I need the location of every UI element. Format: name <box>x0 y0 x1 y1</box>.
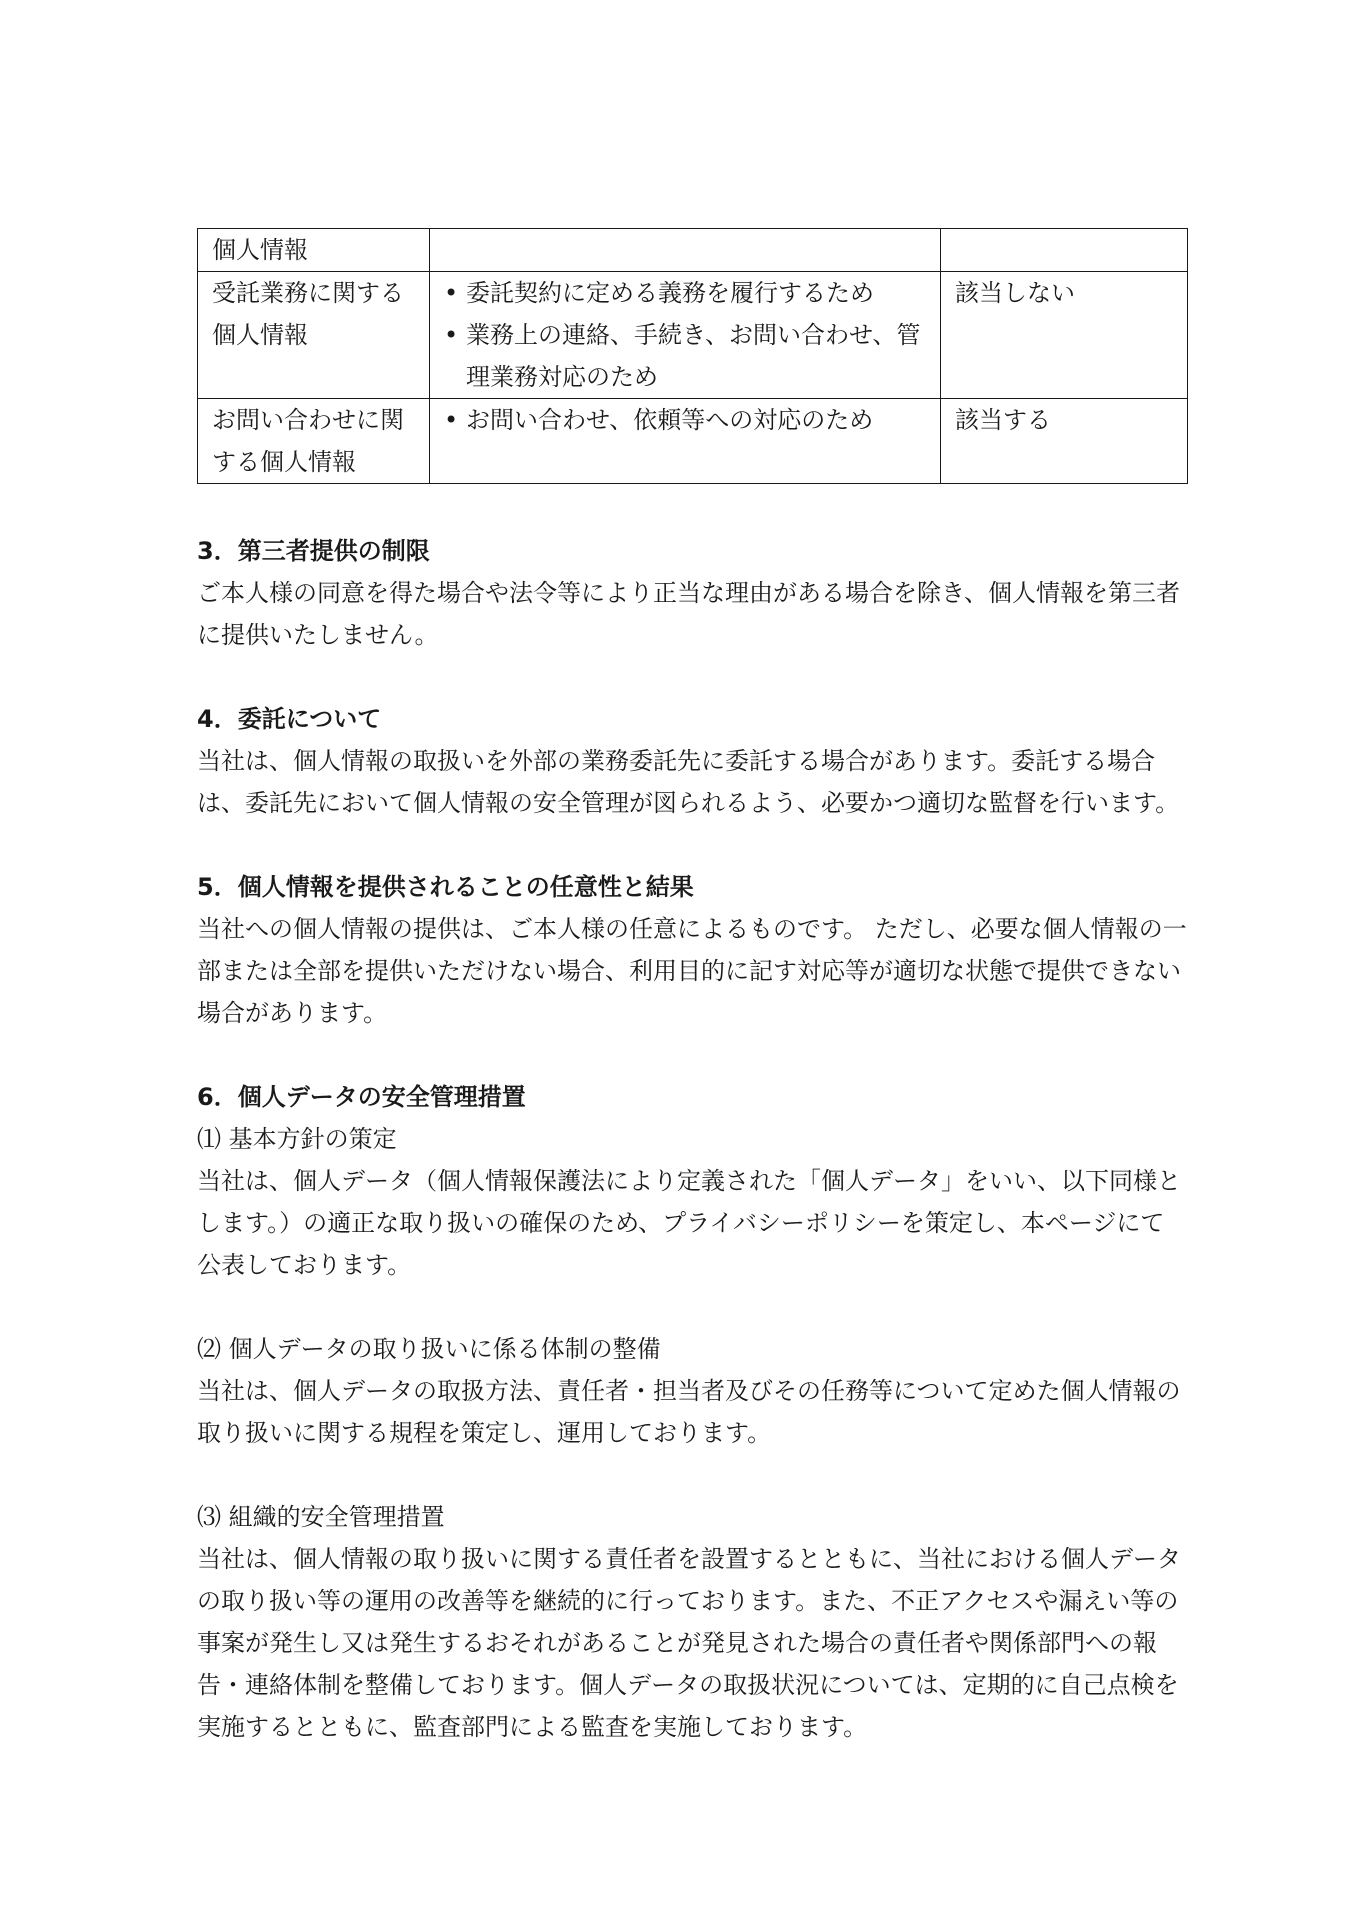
category-cell <box>198 399 430 484</box>
table-row <box>198 272 1188 399</box>
category-cell <box>198 272 430 399</box>
personal-info-table <box>197 228 1188 484</box>
purpose-cell <box>430 399 941 484</box>
table-row <box>198 229 1188 272</box>
subsection-body: 当社は、個人データ（個人情報保護法により定義された「個人データ」をいい、以下同様とします。）の適正な取り扱いの確保のため、プライバシーポリシーを策定し、本ページにて公表しております。 <box>197 1167 1181 1279</box>
section-heading: 6．個人データの安全管理措置 <box>197 1083 526 1111</box>
subsection-heading: ⑴ 基本方針の策定 <box>197 1125 397 1153</box>
disclosure-cell <box>941 229 1188 272</box>
category-text: 受託業務に関する個人情報 <box>212 279 404 349</box>
list-item: • 業務上の連絡、手続き、お問い合わせ、管理業務対応のため <box>444 314 930 398</box>
purpose-list <box>444 399 930 441</box>
subsection-basic-policy <box>197 1118 1187 1286</box>
section-voluntary <box>197 866 1187 1034</box>
document-page <box>197 228 1187 1748</box>
section-third-party <box>197 530 1187 656</box>
section-body: 当社は、個人情報の取扱いを外部の業務委託先に委託する場合があります。委託する場合は、委託先において個人情報の安全管理が図られるよう、必要かつ適切な監督を行います。 <box>197 747 1180 817</box>
subsection-body: 当社は、個人情報の取り扱いに関する責任者を設置するとともに、当社における個人データの取り扱い等の運用の改善等を継続的に行っております。また、不正アクセスや漏えい等の事案が発生し又は発生するおそれがあることが発見された場合の責任者や関係部門への報告・連絡体制を整備しております。個人データの取扱状況については、定期的に自己点検を実施するとともに、監査部門による監査を実施しております。 <box>197 1545 1181 1741</box>
section-body: 当社への個人情報の提供は、ご本人様の任意によるものです。 ただし、必要な個人情報の一部または全部を提供いただけない場合、利用目的に記す対応等が適切な状態で提供できない場合があります。 <box>197 915 1187 1027</box>
subsection-organization <box>197 1328 1187 1454</box>
subsection-body: 当社は、個人データの取扱方法、責任者・担当者及びその任務等について定めた個人情報の取り扱いに関する規程を策定し、運用しております。 <box>197 1377 1181 1447</box>
disclosure-cell: 該当する <box>941 399 1188 484</box>
subsection-heading: ⑶ 組織的安全管理措置 <box>197 1503 445 1531</box>
subsection-heading: ⑵ 個人データの取り扱いに係る体制の整備 <box>197 1335 661 1363</box>
section-heading: 5．個人情報を提供されることの任意性と結果 <box>197 873 694 901</box>
list-item: • お問い合わせ、依頼等への対応のため <box>444 399 930 441</box>
section-heading: 4．委託について <box>197 705 382 733</box>
section-heading: 3．第三者提供の制限 <box>197 537 430 565</box>
purpose-cell <box>430 272 941 399</box>
purpose-list <box>444 272 930 398</box>
purpose-cell <box>430 229 941 272</box>
subsection-organizational-measures <box>197 1496 1187 1748</box>
section-body: ご本人様の同意を得た場合や法令等により正当な理由がある場合を除き、個人情報を第三者に提供いたしません。 <box>197 579 1181 649</box>
list-item: • 委託契約に定める義務を履行するため <box>444 272 930 314</box>
disclosure-cell: 該当しない <box>941 272 1188 399</box>
section-security <box>197 1076 1187 1748</box>
category-text: お問い合わせに関する個人情報 <box>212 406 404 476</box>
category-cell: 個人情報 <box>198 229 430 272</box>
section-outsourcing <box>197 698 1187 824</box>
table-row <box>198 399 1188 484</box>
